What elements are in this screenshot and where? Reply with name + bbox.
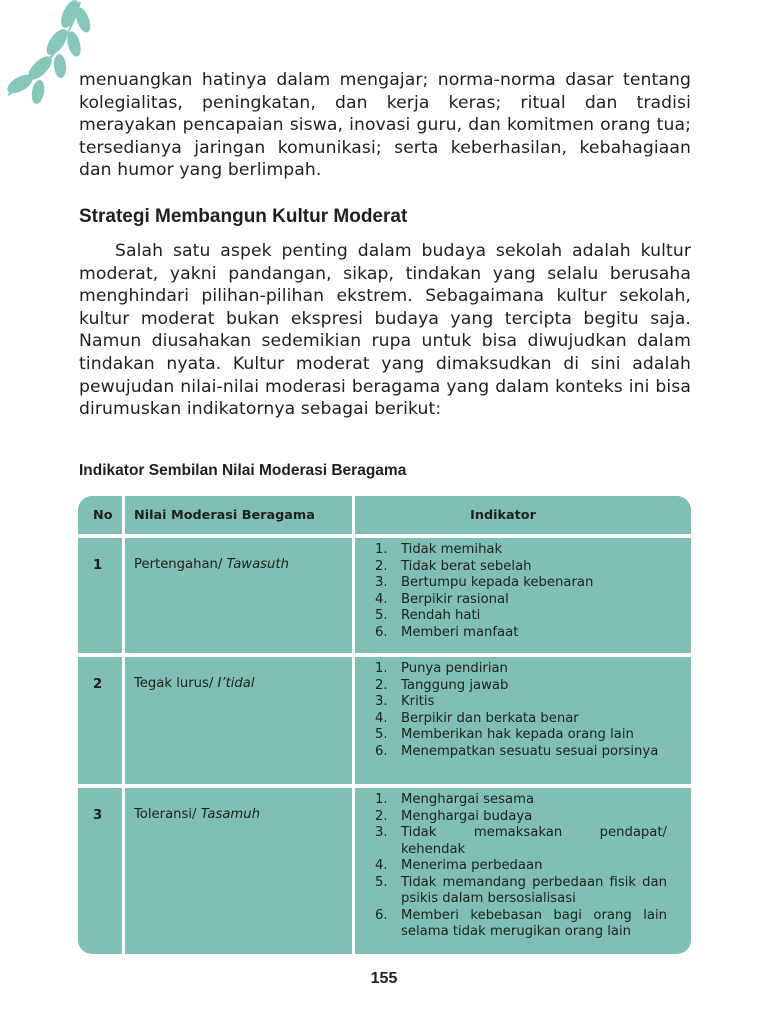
indicator-number: 2. [375,808,388,824]
indicator-number: 4. [375,858,388,873]
indicator-text: Menghargai budaya [401,808,533,824]
value-term: Tasamuh [200,807,260,822]
indicator-text: Menerima perbedaan [401,858,543,873]
indicator-number: 5. [375,874,388,890]
indicator-text: Punya pendirian [401,661,508,676]
table-row [78,788,691,954]
indicator-text: Menghargai sesama [401,792,535,807]
indicator-item [375,727,667,744]
row-value [125,788,355,954]
indicator-text: Berpikir rasional [401,591,509,607]
indicator-item [375,575,667,592]
indicator-text: Memberikan hak kepada orang lain [401,727,634,742]
indicator-number: 1. [375,542,388,557]
indicator-number: 6. [375,907,388,923]
section-paragraph: Salah satu aspek penting dalam budaya sekolah adalah kultur moderat, yakni pandangan, sikap, tindakan yang selalu berusaha menghindari pilihan-pilihan ekstrem. Sebagaimana kultur sekolah, kultur moderat bukan ekspresi budaya yang tercipta begitu saja. Namun diusahakan sedemikian rupa untuk bisa diwujudkan dalam tindakan nyata. Kultur moderat yang dimaksudkan di sini adalah pewujudan nilai-nilai moderasi beragama yang dalam konteks ini bisa dirumuskan indikatornya sebagai berikut: [79,241,691,420]
indicator-text: Menempatkan sesuatu sesuai porsinya [401,743,659,759]
row-indicators [355,657,691,784]
indicator-number: 2. [375,677,388,693]
value-term: Tawasuth [226,557,289,572]
indicator-number: 3. [375,825,388,840]
indicator-number: 6. [375,743,388,759]
indicator-text: Kritis [401,694,435,709]
indicator-text: Tidak memandang perbedaan fisik dan psikis dalam bersosialisasi [401,874,667,906]
indicator-number: 4. [375,591,388,607]
indicator-text: Tidak memihak [401,542,503,557]
indicator-text: Memberi manfaat [401,624,519,640]
indicator-text: Berpikir dan berkata benar [401,710,579,726]
indicator-item [375,711,667,728]
row-indicators [355,788,691,954]
table-row [78,538,691,657]
section-heading: Strategi Membangun Kultur Moderat [79,206,408,227]
indicator-item [375,908,667,941]
indicator-item [375,792,667,809]
row-number: 2 [78,657,125,784]
indicator-item [375,875,667,908]
indicator-item [375,661,667,678]
header-indicator: Indikator [470,507,536,523]
indicator-text: Memberi kebebasan bagi orang lain selama tidak merugikan orang lain [401,907,667,939]
indicator-item [375,694,667,711]
indicator-number: 3. [375,575,388,590]
indicator-text: Tanggung jawab [401,677,509,693]
row-number: 3 [78,788,125,954]
indicator-number: 4. [375,710,388,726]
row-number: 1 [78,538,125,653]
value-label: Tegak lurus/ [134,676,218,691]
header-value: Nilai Moderasi Beragama [125,496,355,534]
indicator-number: 1. [375,661,388,676]
row-value [125,657,355,784]
header-no: No [78,496,125,534]
intro-paragraph: menuangkan hatinya dalam mengajar; norma-norma dasar tentang kolegialitas, peningkatan, dan kerja keras; ritual dan tradisi merayakan pencapaian siswa, inovasi guru, dan komitmen orang tua; tersedianya jaringan komunikasi; serta keberhasilan, kebahagiaan dan humor yang berlimpah. [79,70,691,181]
table-row [78,657,691,788]
table-title: Indikator Sembilan Nilai Moderasi Beragama [79,462,407,479]
indicator-text: Tidak memaksakan pendapat/ kehendak [401,825,667,857]
row-indicators [355,538,691,653]
page-number: 155 [370,970,398,987]
indicator-item [375,625,667,642]
indicator-text: Tidak berat sebelah [401,558,532,574]
indicator-item [375,608,667,625]
value-term: I’tidal [217,676,255,691]
indicator-number: 5. [375,727,388,742]
indicator-item [375,592,667,609]
table-header-row [78,496,691,538]
indicator-item [375,858,667,875]
indicator-number: 2. [375,558,388,574]
indicator-number: 3. [375,694,388,709]
indicator-item [375,744,667,761]
value-label: Pertengahan/ [134,557,227,572]
value-label: Toleransi/ [134,807,201,822]
indicator-number: 1. [375,792,388,807]
row-value [125,538,355,653]
indicator-text: Bertumpu kepada kebenaran [401,575,594,590]
indicator-item [375,825,667,858]
indicator-item [375,678,667,695]
indicator-number: 5. [375,608,388,623]
indicator-number: 6. [375,624,388,640]
indicator-text: Rendah hati [401,608,481,623]
moderation-values-table [78,496,691,954]
indicator-item [375,542,667,559]
indicator-item [375,559,667,576]
indicator-item [375,809,667,826]
